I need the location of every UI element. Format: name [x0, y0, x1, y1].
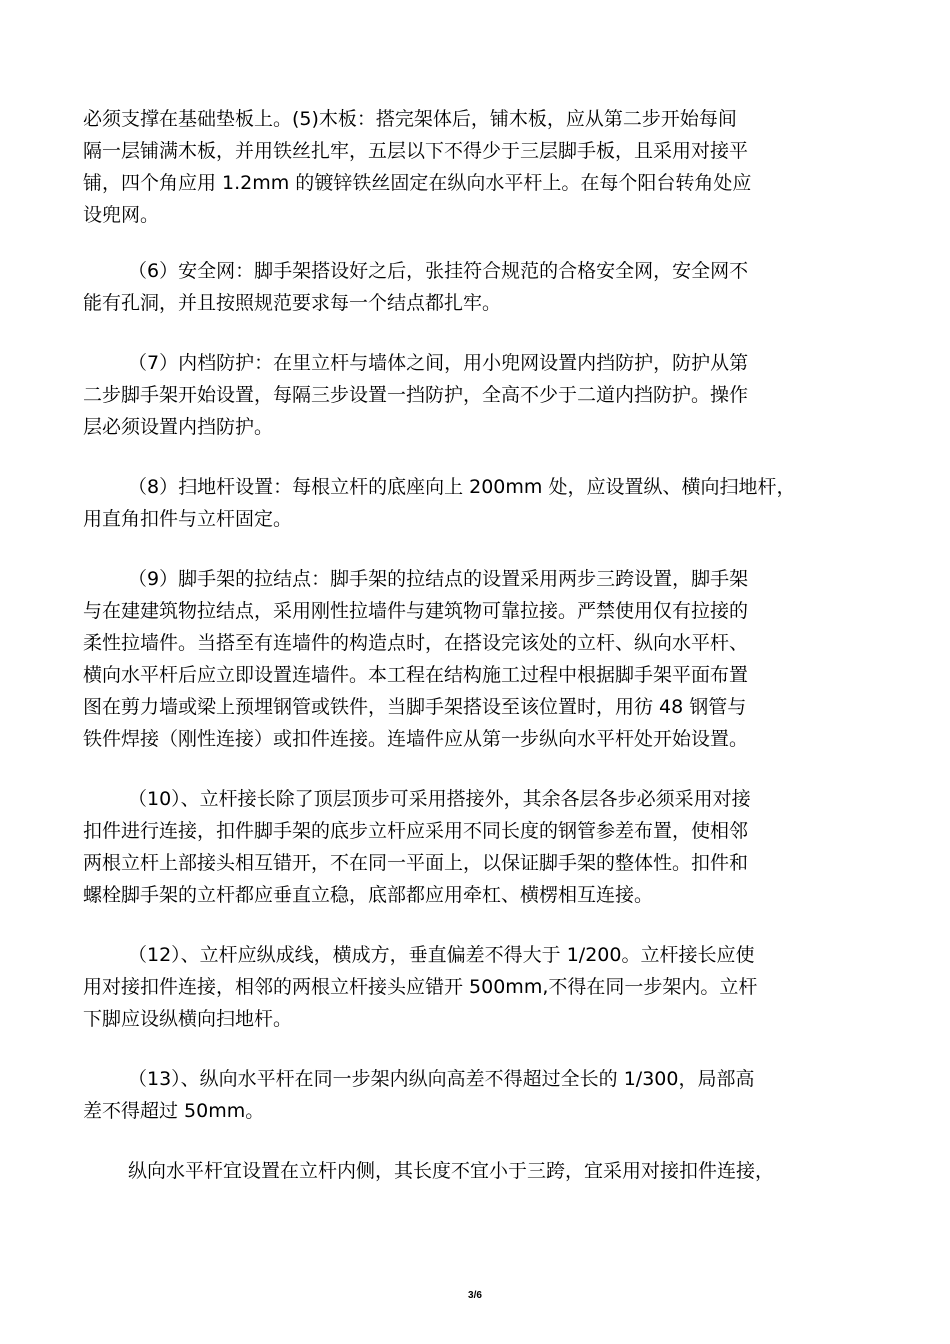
paragraph-pole-extension [83, 783, 883, 911]
text-line: 二步脚手架开始设置，每隔三步设置一挡防护，全高不少于二道内挡防护。操作 [83, 384, 749, 406]
text-line: 图在剪力墙或梁上预埋钢管或铁件，当脚手架搭设至该位置时，用彷 48 钢管与 [83, 696, 747, 718]
page-number: 3/6 [468, 1290, 482, 1301]
text-line: 能有孔洞，并且按照规范要求每一个结点都扎牢。 [83, 292, 502, 314]
text-line: 层必须设置内挡防护。 [83, 416, 274, 438]
text-line: （13）、纵向水平杆在同一步架内纵向高差不得超过全长的 1/300，局部高 [128, 1068, 755, 1090]
text-line: （8）扫地杆设置：每根立杆的底座向上 200mm 处，应设置纵、横向扫地杆， [128, 476, 796, 498]
text-line: 两根立杆上部接头相互错开，不在同一平面上，以保证脚手架的整体性。扣件和 [83, 852, 749, 874]
text-line: （7）内档防护：在里立杆与墙体之间，用小兜网设置内挡防护，防护从第 [128, 352, 749, 374]
text-line: 用直角扣件与立杆固定。 [83, 508, 293, 530]
text-line: 螺栓脚手架的立杆都应垂直立稳，底部都应用牵杠、横楞相互连接。 [83, 884, 654, 906]
paragraph-horizontal-rod [83, 1155, 883, 1187]
text-line: （6）安全网：脚手架搭设好之后，张挂符合规范的合格安全网，安全网不 [128, 260, 749, 282]
paragraph-sweep-rod [83, 471, 883, 535]
text-line: 铁件焊接（刚性连接）或扣件连接。连墙件应从第一步纵向水平杆处开始设置。 [83, 728, 749, 750]
paragraph-safety-net [83, 255, 883, 319]
text-line: （10）、立杆接长除了顶层顶步可采用搭接外，其余各层各步必须采用对接 [128, 788, 751, 810]
text-line: 隔一层铺满木板，并用铁丝扎牢，五层以下不得少于三层脚手板，且采用对接平 [83, 140, 749, 162]
paragraph-horizontal-tolerance [83, 1063, 883, 1127]
paragraph-tie-points [83, 563, 883, 755]
text-line: 必须支撑在基础垫板上。(5)木板：搭完架体后，铺木板，应从第二步开始每间 [83, 108, 737, 130]
text-line: 扣件进行连接，扣件脚手架的底步立杆应采用不同长度的钢管参差布置，使相邻 [83, 820, 749, 842]
text-line: （12）、立杆应纵成线，横成方，垂直偏差不得大于 1/200。立杆接长应使 [128, 944, 755, 966]
paragraph-inner-protection [83, 347, 883, 443]
document-body [83, 103, 883, 1215]
text-line: 柔性拉墙件。当搭至有连墙件的构造点时，在搭设完该处的立杆、纵向水平杆、 [83, 632, 749, 654]
text-line: 铺，四个角应用 1.2mm 的镀锌铁丝固定在纵向水平杆上。在每个阳台转角处应 [83, 172, 752, 194]
text-line: （9）脚手架的拉结点：脚手架的拉结点的设置采用两步三跨设置，脚手架 [128, 568, 749, 590]
text-line: 下脚应设纵横向扫地杆。 [83, 1008, 293, 1030]
text-line: 设兜网。 [83, 204, 160, 226]
paragraph-pole-alignment [83, 939, 883, 1035]
paragraph-wooden-board [83, 103, 883, 231]
text-line: 横向水平杆后应立即设置连墙件。本工程在结构施工过程中根据脚手架平面布置 [83, 664, 749, 686]
text-line: 差不得超过 50mm。 [83, 1100, 265, 1122]
text-line: 用对接扣件连接，相邻的两根立杆接头应错开 500mm,不得在同一步架内。立杆 [83, 976, 758, 998]
text-line: 纵向水平杆宜设置在立杆内侧，其长度不宜小于三跨，宜采用对接扣件连接， [128, 1160, 775, 1182]
text-line: 与在建建筑物拉结点，采用刚性拉墙件与建筑物可靠拉接。严禁使用仅有拉接的 [83, 600, 749, 622]
